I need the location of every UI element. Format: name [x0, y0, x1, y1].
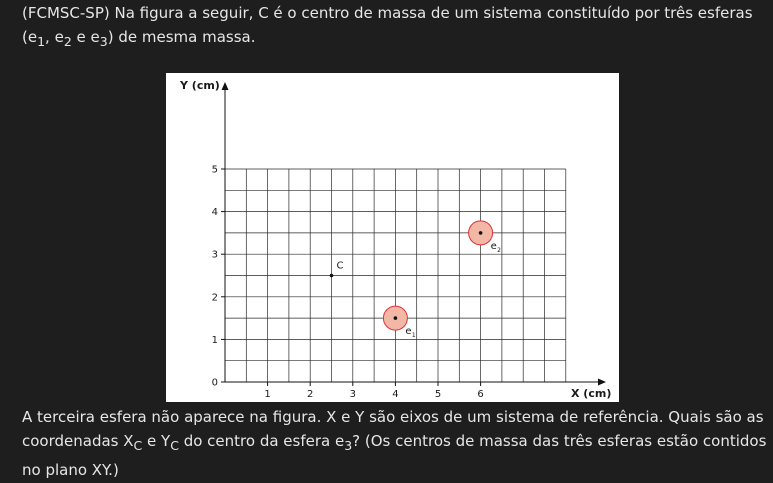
subscript-2: 2: [63, 34, 72, 49]
question-body-part-2: e Y: [142, 432, 171, 450]
x-axis-arrow: [598, 379, 606, 386]
sphere-label-subscript-e2: 2: [497, 246, 501, 254]
x-tick-label: 6: [477, 389, 484, 400]
sphere-label-e2: e: [490, 240, 497, 252]
sphere-center-e1: [394, 316, 398, 320]
question-intro-tail: de mesma massa.: [113, 28, 256, 46]
y-tick-label: 5: [211, 164, 218, 176]
axis-ticks: [212, 165, 484, 401]
axes: [222, 82, 607, 386]
subscript-e3: 3: [344, 438, 353, 453]
center-of-mass-label: C: [336, 260, 344, 272]
figure-panel: [166, 73, 619, 402]
sphere-label-e1: e: [405, 326, 412, 338]
question-body-part-3: do centro da esfera e: [178, 432, 345, 450]
subscript-1: 1: [37, 34, 46, 49]
question-body-part-1: A terceira esfera não aparece na figura. X e Y são eixos de um sistema de referência. Quais são as coordenadas X: [22, 408, 764, 450]
x-axis-label: X (cm): [571, 387, 612, 400]
question-source: (FCMSC-SP): [22, 4, 110, 22]
y-axis-arrow: [222, 82, 229, 90]
y-axis-label: Y (cm): [180, 79, 220, 92]
x-tick-label: 5: [434, 389, 442, 400]
sphere-center-e2: [479, 231, 483, 235]
data-marks: [330, 221, 501, 339]
question-intro: (FCMSC-SP) Na figura a seguir, C é o centro de massa de um sistema constituído por três esferas ($e_1$, $e_2$ e $e_3$) de mesma massa.: [22, 4, 753, 49]
grid: [225, 169, 566, 382]
y-tick-label: 0: [211, 377, 218, 389]
y-tick-label: 1: [211, 334, 218, 346]
x-tick-label: 2: [307, 389, 314, 400]
y-tick-label: 3: [211, 249, 218, 261]
y-tick-label: 4: [211, 207, 218, 219]
coordinate-grid-figure: [166, 73, 619, 402]
center-of-mass-point: [330, 274, 334, 278]
subscript-yc: C: [170, 438, 179, 453]
subscript-xc: C: [133, 438, 143, 453]
sphere-label-subscript-e1: 1: [411, 332, 416, 340]
subscript-3: 3: [99, 34, 108, 49]
y-tick-label: 2: [211, 292, 218, 304]
x-tick-label: 3: [349, 389, 356, 400]
x-tick-label: 1: [264, 389, 271, 400]
x-tick-label: 4: [392, 389, 399, 400]
question-body: [22, 405, 767, 482]
question-intro-text: Na figura a seguir, C é o centro de massa de um sistema constituído por três esferas: [109, 4, 753, 22]
question-body-part-4: ? (Os centros de massa das três esferas estão contidos no plano XY.): [22, 432, 767, 479]
